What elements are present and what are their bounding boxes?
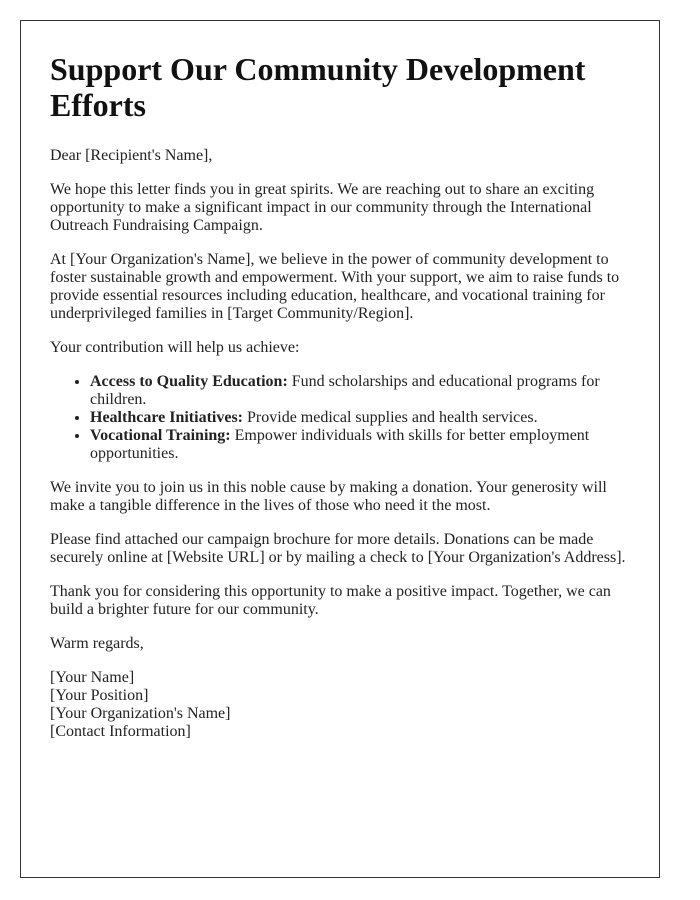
letter-content: [50, 51, 635, 741]
goal-heading: Healthcare Initiatives:: [90, 409, 244, 426]
goal-text: Empower individuals with skills for better employment opportunities.: [90, 427, 590, 462]
mission-paragraph: At [Your Organization's Name], we believe in the power of community development to foster sustainable growth and empowerment. With your support, we aim to raise funds to provide essential resources including education, healthcare, and vocational training for underprivileged families in [Target Community/Region].: [50, 251, 620, 322]
signature-contact: [Contact Information]: [50, 723, 191, 740]
signature-name: [Your Name]: [50, 669, 135, 686]
salutation: Dear [Recipient's Name],: [50, 147, 213, 164]
invitation-paragraph: We invite you to join us in this noble cause by making a donation. Your generosity will make a tangible difference in the lives of those who need it the most.: [50, 479, 607, 514]
goal-text: Provide medical supplies and health services.: [243, 409, 538, 426]
signature-position: [Your Position]: [50, 687, 149, 704]
goal-heading: Access to Quality Education:: [90, 373, 288, 390]
goals-intro: Your contribution will help us achieve:: [50, 339, 300, 356]
signoff: Warm regards,: [50, 635, 144, 652]
thank-you-paragraph: Thank you for considering this opportunity to make a positive impact. Together, we can build a brighter future for our community.: [50, 583, 611, 618]
letter-title: Support Our Community Development Efforts: [50, 51, 586, 123]
letter-page: [20, 20, 660, 878]
donation-details-paragraph: Please find attached our campaign brochure for more details. Donations can be made securely online at [Website URL] or by mailing a check to [Your Organization's Address].: [50, 531, 626, 566]
goals-list: [50, 373, 635, 463]
goal-item-vocational: [90, 427, 635, 463]
goal-item-healthcare: [90, 409, 635, 427]
goal-text: Fund scholarships and educational programs for children.: [90, 373, 600, 408]
signature-block: [50, 669, 635, 741]
signature-organization: [Your Organization's Name]: [50, 705, 231, 722]
goal-heading: Vocational Training:: [90, 427, 231, 444]
intro-paragraph: We hope this letter finds you in great spirits. We are reaching out to share an exciting opportunity to make a significant impact in our community through the International Outreach Fundraising Campaign.: [50, 181, 595, 234]
goal-item-education: [90, 373, 635, 409]
